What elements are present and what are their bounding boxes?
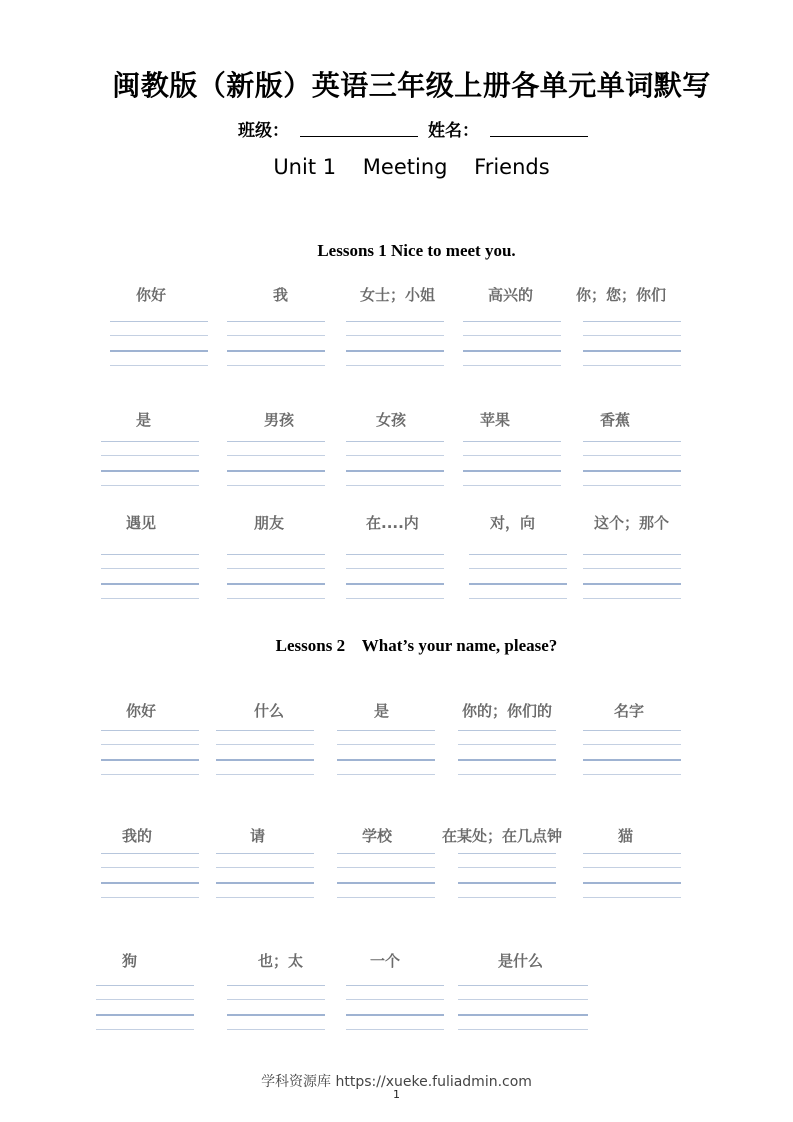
vocab-word: 男孩	[264, 411, 295, 429]
writing-lines[interactable]	[101, 730, 199, 778]
guide-line	[101, 455, 199, 456]
guide-line	[583, 554, 681, 555]
guide-line	[101, 568, 199, 569]
guide-line	[346, 365, 444, 366]
class-blank[interactable]	[300, 116, 418, 137]
vocab-word: 一个	[370, 952, 401, 970]
guide-line	[227, 1029, 325, 1030]
guide-line	[583, 897, 681, 898]
guide-line	[227, 470, 325, 472]
writing-lines[interactable]	[583, 321, 681, 369]
guide-line	[227, 598, 325, 599]
writing-lines[interactable]	[463, 441, 561, 489]
guide-line	[583, 759, 681, 761]
guide-line	[458, 853, 556, 854]
guide-line	[227, 985, 325, 986]
guide-line	[463, 350, 561, 352]
writing-lines[interactable]	[463, 321, 561, 369]
guide-line	[458, 1029, 588, 1030]
vocab-word: 是	[136, 411, 152, 429]
lesson-1-title: Lessons 1 Nice to meet you.	[317, 241, 516, 260]
guide-line	[583, 882, 681, 884]
guide-line	[337, 759, 435, 761]
vocab-word: 是	[374, 702, 390, 720]
guide-line	[346, 598, 444, 599]
guide-line	[469, 583, 567, 585]
guide-line	[346, 999, 444, 1000]
guide-line	[101, 485, 199, 486]
vocab-word: 在....内	[366, 514, 419, 532]
vocab-word: 对，向	[490, 514, 536, 532]
guide-line	[458, 759, 556, 761]
writing-lines[interactable]	[101, 554, 199, 602]
guide-line	[110, 365, 208, 366]
guide-line	[101, 774, 199, 775]
guide-line	[101, 730, 199, 731]
name-label: 姓名：	[428, 121, 479, 141]
guide-line	[463, 455, 561, 456]
vocab-word: 我	[273, 286, 289, 304]
writing-lines[interactable]	[337, 853, 435, 901]
guide-line	[346, 455, 444, 456]
writing-lines[interactable]	[469, 554, 567, 602]
writing-lines[interactable]	[216, 853, 314, 901]
guide-line	[346, 568, 444, 569]
guide-line	[583, 441, 681, 442]
guide-line	[101, 554, 199, 555]
vocab-word: 朋友	[254, 514, 285, 532]
writing-lines[interactable]	[227, 985, 325, 1033]
guide-line	[337, 744, 435, 745]
guide-line	[583, 867, 681, 868]
guide-line	[463, 470, 561, 472]
guide-line	[101, 470, 199, 472]
guide-line	[96, 1029, 194, 1030]
guide-line	[227, 583, 325, 585]
guide-line	[583, 335, 681, 336]
guide-line	[458, 985, 588, 986]
guide-line	[583, 470, 681, 472]
guide-line	[227, 321, 325, 322]
vocab-word: 女孩	[376, 411, 407, 429]
guide-line	[101, 759, 199, 761]
vocab-word: 在某处；在几点钟	[442, 827, 563, 845]
guide-line	[227, 365, 325, 366]
guide-line	[463, 335, 561, 336]
guide-line	[458, 1014, 588, 1016]
vocab-word: 遇见	[126, 514, 157, 532]
guide-line	[346, 554, 444, 555]
guide-line	[346, 1029, 444, 1030]
vocab-word: 什么	[254, 702, 285, 720]
guide-line	[110, 335, 208, 336]
page-number: 1	[393, 1088, 400, 1101]
writing-lines[interactable]	[458, 853, 556, 901]
guide-line	[583, 455, 681, 456]
guide-line	[101, 882, 199, 884]
guide-line	[583, 774, 681, 775]
guide-line	[216, 867, 314, 868]
guide-line	[458, 999, 588, 1000]
guide-line	[469, 554, 567, 555]
writing-lines[interactable]	[227, 554, 325, 602]
guide-line	[110, 321, 208, 322]
guide-line	[216, 897, 314, 898]
writing-lines[interactable]	[110, 321, 208, 369]
guide-line	[227, 455, 325, 456]
page-title: 闽教版（新版）英语三年级上册各单元单词默写	[112, 69, 711, 102]
guide-line	[458, 867, 556, 868]
vocab-word: 猫	[618, 827, 634, 845]
writing-lines[interactable]	[583, 554, 681, 602]
vocab-word: 苹果	[480, 411, 511, 429]
guide-line	[227, 485, 325, 486]
guide-line	[583, 568, 681, 569]
guide-line	[96, 985, 194, 986]
vocab-word: 女士；小姐	[360, 286, 436, 304]
guide-line	[227, 350, 325, 352]
guide-line	[346, 441, 444, 442]
guide-line	[101, 867, 199, 868]
guide-line	[216, 730, 314, 731]
footer-source: 学科资源库 https://xueke.fuliadmin.com	[261, 1074, 532, 1090]
guide-line	[227, 554, 325, 555]
guide-line	[101, 583, 199, 585]
guide-line	[96, 1014, 194, 1016]
vocab-word: 是什么	[498, 952, 544, 970]
writing-lines[interactable]	[346, 985, 444, 1033]
vocab-word: 也；太	[258, 952, 304, 970]
guide-line	[458, 774, 556, 775]
guide-line	[346, 350, 444, 352]
guide-line	[337, 897, 435, 898]
guide-line	[227, 999, 325, 1000]
guide-line	[463, 441, 561, 442]
vocab-word: 名字	[614, 702, 645, 720]
writing-lines[interactable]	[337, 730, 435, 778]
guide-line	[337, 853, 435, 854]
guide-line	[216, 853, 314, 854]
guide-line	[227, 335, 325, 336]
unit-heading: Unit 1 Meeting Friends	[273, 155, 550, 179]
writing-lines[interactable]	[101, 441, 199, 489]
guide-line	[583, 350, 681, 352]
guide-line	[216, 744, 314, 745]
vocab-word: 你；您；你们	[576, 286, 667, 304]
writing-lines[interactable]	[583, 730, 681, 778]
guide-line	[101, 598, 199, 599]
lesson-2-title: Lessons 2 What’s your name, please?	[275, 636, 558, 655]
writing-lines[interactable]	[227, 441, 325, 489]
writing-lines[interactable]	[346, 441, 444, 489]
name-blank[interactable]	[490, 116, 588, 137]
guide-line	[101, 853, 199, 854]
guide-line	[101, 897, 199, 898]
guide-line	[469, 568, 567, 569]
guide-line	[337, 882, 435, 884]
guide-line	[583, 853, 681, 854]
guide-line	[110, 350, 208, 352]
guide-line	[346, 470, 444, 472]
guide-line	[583, 598, 681, 599]
writing-lines[interactable]	[583, 853, 681, 901]
guide-line	[458, 730, 556, 731]
guide-line	[101, 744, 199, 745]
guide-line	[216, 774, 314, 775]
vocab-word: 你好	[126, 702, 157, 720]
guide-line	[96, 999, 194, 1000]
guide-line	[227, 568, 325, 569]
vocab-word: 学校	[362, 827, 393, 845]
class-label: 班级：	[238, 121, 289, 141]
guide-line	[458, 897, 556, 898]
vocab-word: 香蕉	[600, 411, 631, 429]
guide-line	[337, 774, 435, 775]
guide-line	[463, 485, 561, 486]
guide-line	[337, 730, 435, 731]
guide-line	[458, 882, 556, 884]
writing-lines[interactable]	[346, 554, 444, 602]
guide-line	[463, 321, 561, 322]
writing-lines[interactable]	[216, 730, 314, 778]
writing-lines[interactable]	[227, 321, 325, 369]
guide-line	[583, 730, 681, 731]
guide-line	[346, 1014, 444, 1016]
vocab-word: 我的	[122, 827, 153, 845]
vocab-word: 这个；那个	[594, 514, 670, 532]
guide-line	[346, 321, 444, 322]
writing-lines[interactable]	[458, 985, 588, 1033]
writing-lines[interactable]	[583, 441, 681, 489]
guide-line	[337, 867, 435, 868]
guide-line	[227, 1014, 325, 1016]
guide-line	[469, 598, 567, 599]
guide-line	[463, 365, 561, 366]
vocab-word: 高兴的	[488, 286, 534, 304]
guide-line	[346, 583, 444, 585]
guide-line	[458, 744, 556, 745]
guide-line	[583, 365, 681, 366]
guide-line	[346, 335, 444, 336]
guide-line	[346, 985, 444, 986]
vocab-word: 狗	[122, 952, 138, 970]
guide-line	[227, 441, 325, 442]
vocab-word: 请	[250, 827, 266, 845]
guide-line	[216, 759, 314, 761]
writing-lines[interactable]	[458, 730, 556, 778]
guide-line	[583, 321, 681, 322]
guide-line	[583, 744, 681, 745]
guide-line	[101, 441, 199, 442]
writing-lines[interactable]	[346, 321, 444, 369]
guide-line	[346, 485, 444, 486]
guide-line	[583, 485, 681, 486]
guide-line	[216, 882, 314, 884]
writing-lines[interactable]	[96, 985, 194, 1033]
guide-line	[583, 583, 681, 585]
writing-lines[interactable]	[101, 853, 199, 901]
vocab-word: 你的；你们的	[462, 702, 553, 720]
vocab-word: 你好	[136, 286, 167, 304]
